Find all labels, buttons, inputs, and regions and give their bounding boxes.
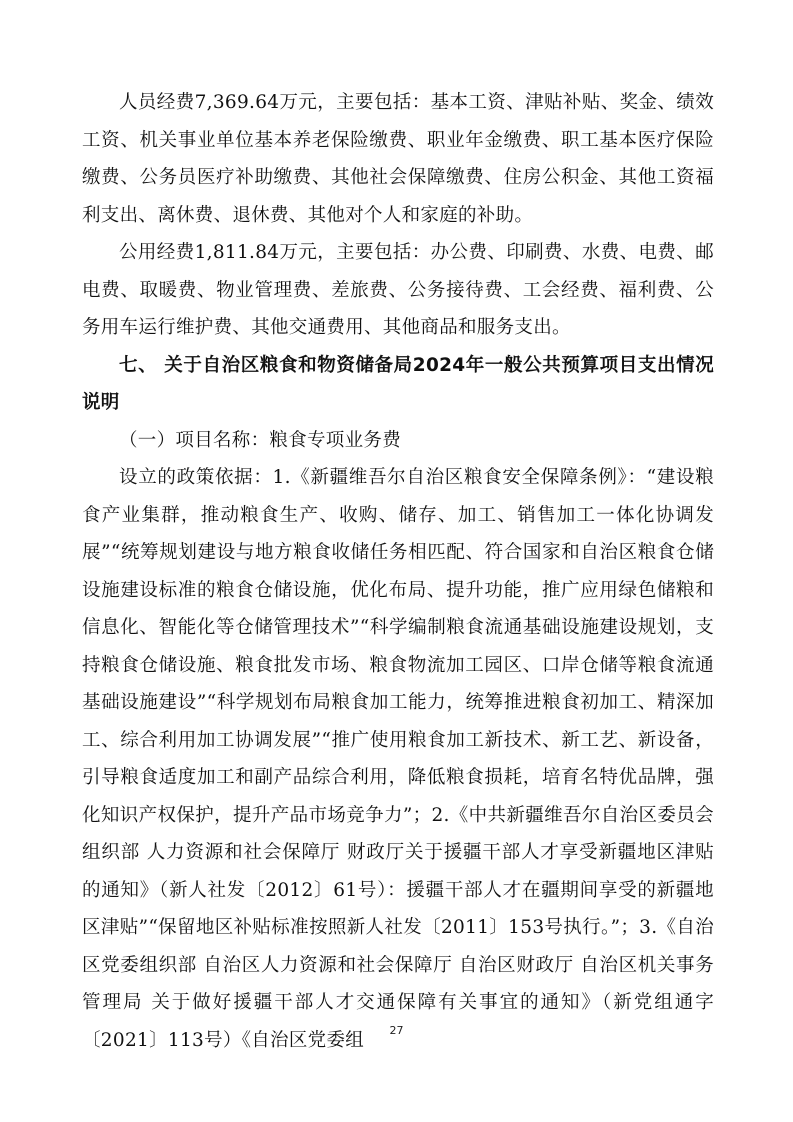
document-body — [82, 84, 714, 1059]
personnel-expense-paragraph: 人员经费7,369.64万元，主要包括：基本工资、津贴补贴、奖金、绩效工资、机关事业单位基本养老保险缴费、职业年金缴费、职工基本医疗保险缴费、公务员医疗补助缴费、其他社会保障缴费、住房公积金、其他工资福利支出、离休费、退休费、其他对个人和家庭的补助。 — [82, 92, 714, 226]
subsection-title: （一）项目名称：粮食专项业务费 — [119, 429, 402, 451]
policy-basis-paragraph: 设立的政策依据：1.《新疆维吾尔自治区粮食安全保障条例》：“建设粮食产业集群，推动粮食生产、收购、储存、加工、销售加工一体化协调发展”“统筹规划建设与地方粮食收储任务相匹配、符合国家和自治区粮食仓储设施建设标准的粮食仓储设施，优化布局、提升功能，推广应用绿色储粮和信息化、智能化等仓储管理技术”“科学编制粮食流通基础设施建设规划，支持粮食仓储设施、粮食批发市场、粮食物流加工园区、口岸仓储等粮食流通基础设施建设”“科学规划布局粮食加工能力，统筹推进粮食初加工、精深加工、综合利用加工协调发展”“推广使用粮食加工新技术、新工艺、新设备，引导粮食适度加工和副产品综合利用，降低粮食损耗，培育名特优品牌，强化知识产权保护，提升产品市场竞争力”；2.《中共新疆维吾尔自治区委员会组织部 人力资源和社会保障厅 财政厅关于援疆干部人才享受新疆地区津贴的通知》（新人社发〔2012〕61号）：援疆干部人才在疆期间享受的新疆地区津贴”“保留地区补贴标准按照新人社发〔2011〕153号执行。”；3.《自治区党委组织部 自治区人力资源和社会保障厅 自治区财政厅 自治区机关事务管理局 关于做好援疆干部人才交通保障有关事宜的通知》（新党组通字〔2021〕113号）《自治区党委组 — [82, 467, 714, 1051]
page-number: 27 — [389, 1024, 404, 1037]
section-heading: 七、 关于自治区粮食和物资储备局2024年一般公共预算项目支出情况说明 — [82, 354, 714, 413]
public-expense-paragraph: 公用经费1,811.84万元，主要包括：办公费、印刷费、水费、电费、邮电费、取暖费、物业管理费、差旅费、公务接待费、工会经费、福利费、公务用车运行维护费、其他交通费用、其他商品和服务支出。 — [82, 242, 714, 338]
